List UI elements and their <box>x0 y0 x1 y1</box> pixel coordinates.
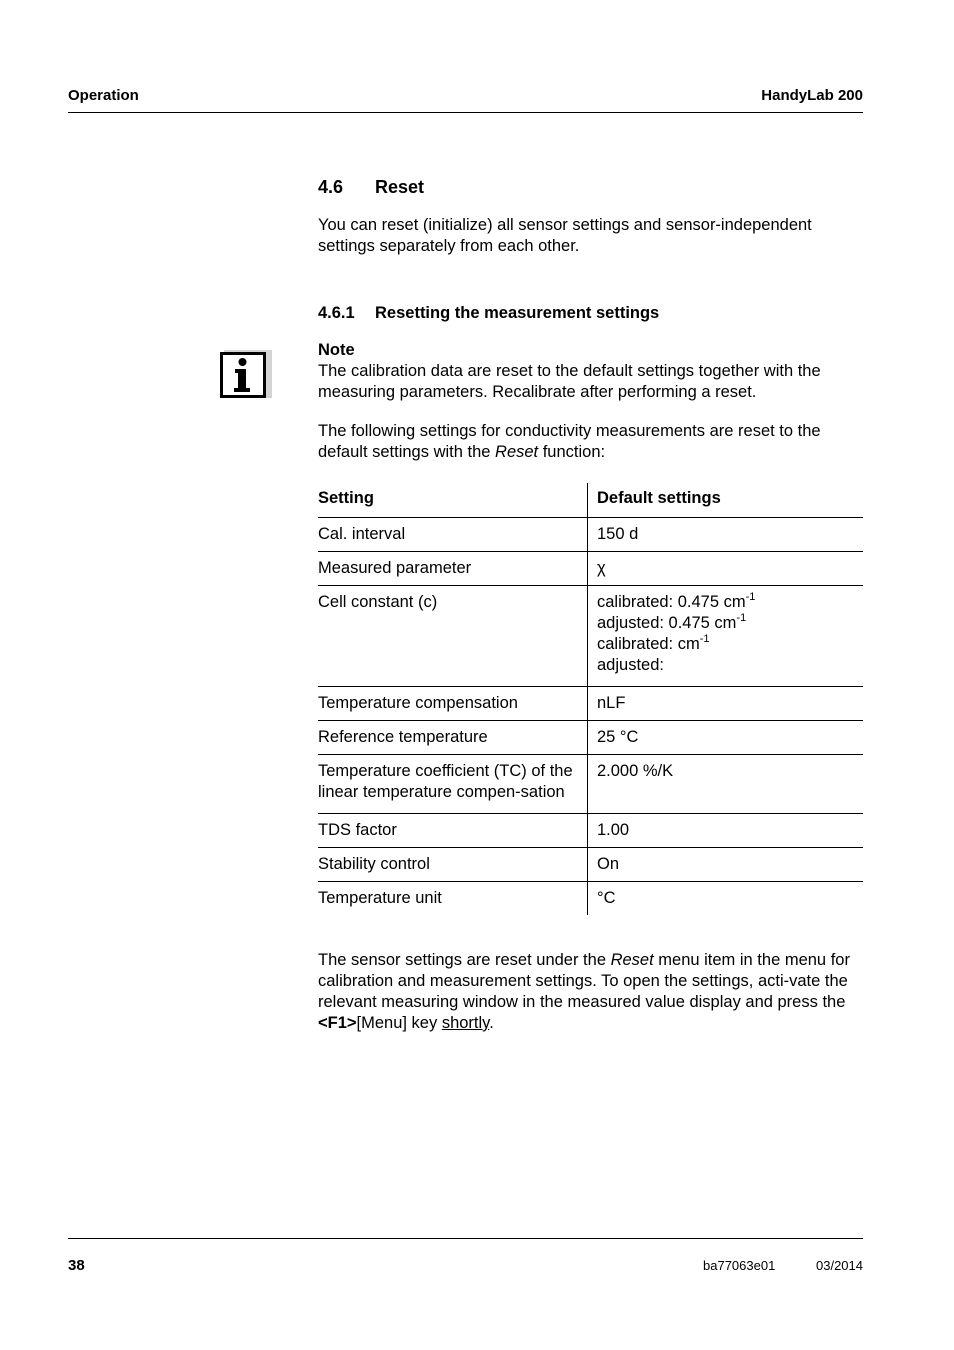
header-default-settings: Default settings <box>588 483 864 518</box>
setting-cell: Cell constant (c) <box>318 586 588 687</box>
section-intro: You can reset (initialize) all sensor settings and sensor-independent settings separately from each other. <box>318 216 812 255</box>
key-label: <F1> <box>318 1014 357 1032</box>
info-icon <box>220 348 272 400</box>
note-text: The calibration data are reset to the default settings together with the measuring parameters. Recalibrate after performing a reset. <box>318 362 821 401</box>
subsection-number: 4.6.1 <box>318 304 355 322</box>
document-id: ba77063e01 <box>703 1258 776 1273</box>
setting-cell: Temperature compensation <box>318 687 588 721</box>
table-row <box>318 552 863 586</box>
default-cell: 150 d <box>588 518 864 552</box>
table-intro-text: The following settings for conductivity measurements are reset to the default settings with the <box>318 422 821 461</box>
table-intro-function-name: Reset <box>495 443 539 461</box>
setting-cell: Reference temperature <box>318 721 588 755</box>
table-intro <box>318 421 863 463</box>
subsection-heading <box>318 304 659 323</box>
cell-constant-line: calibrated: 0.475 $cm^{-1}$ <box>597 590 756 611</box>
default-settings-table <box>318 483 863 915</box>
table-row <box>318 518 863 552</box>
setting-cell: Cal. interval <box>318 518 588 552</box>
default-cell: nLF <box>588 687 864 721</box>
setting-cell: TDS factor <box>318 814 588 848</box>
header-rule <box>68 112 863 113</box>
cell-constant-line: calibrated: $cm^{-1}$ <box>597 632 710 653</box>
table-row <box>318 814 863 848</box>
default-cell: 25 °C <box>588 721 864 755</box>
subsection-title: Resetting the measurement settings <box>375 304 660 322</box>
closing-paragraph: The sensor settings are reset under the Reset menu item in the menu for calibration and measurement settings. To open the settings, acti-vate the relevant measuring window in the measured value display and press the <F1>[Menu] key shortly. <box>318 951 850 1032</box>
section-title: Reset <box>375 177 425 197</box>
table-row <box>318 586 863 687</box>
header-setting: Setting <box>318 489 374 507</box>
default-cell-multiline <box>588 586 864 687</box>
setting-cell: Measured parameter <box>318 552 588 586</box>
table-row <box>318 721 863 755</box>
table-row <box>318 755 863 814</box>
default-cell: °C <box>588 882 864 916</box>
section-number: 4.6 <box>318 177 344 197</box>
table-row <box>318 687 863 721</box>
cell-constant-line: adjusted: 0.475 $cm^{-1}$ <box>597 611 747 632</box>
page-number: 38 <box>68 1257 85 1274</box>
table-intro-text-end: function: <box>538 443 606 461</box>
table-row <box>318 848 863 882</box>
note-title: Note <box>318 341 355 359</box>
default-cell: 1.00 <box>588 814 864 848</box>
running-header-product: HandyLab 200 <box>761 87 863 104</box>
setting-cell: Temperature unit <box>318 882 588 916</box>
setting-cell: Temperature coefficient (TC) of the linear temperature compen-sation <box>318 755 588 814</box>
setting-cell: Stability control <box>318 848 588 882</box>
default-cell: 2.000 %/K <box>588 755 864 814</box>
table-header-row <box>318 483 863 518</box>
document-date: 03/2014 <box>816 1258 863 1273</box>
running-header-section: Operation <box>68 87 139 104</box>
default-cell: χ <box>588 552 864 586</box>
cell-constant-line: adjusted: <box>597 656 664 674</box>
footer-rule <box>68 1238 863 1239</box>
section-heading <box>318 177 424 198</box>
reset-menu-item-name: Reset <box>610 951 654 969</box>
emphasis-shortly: shortly <box>441 1014 490 1032</box>
table-row <box>318 882 863 916</box>
default-cell: On <box>588 848 864 882</box>
